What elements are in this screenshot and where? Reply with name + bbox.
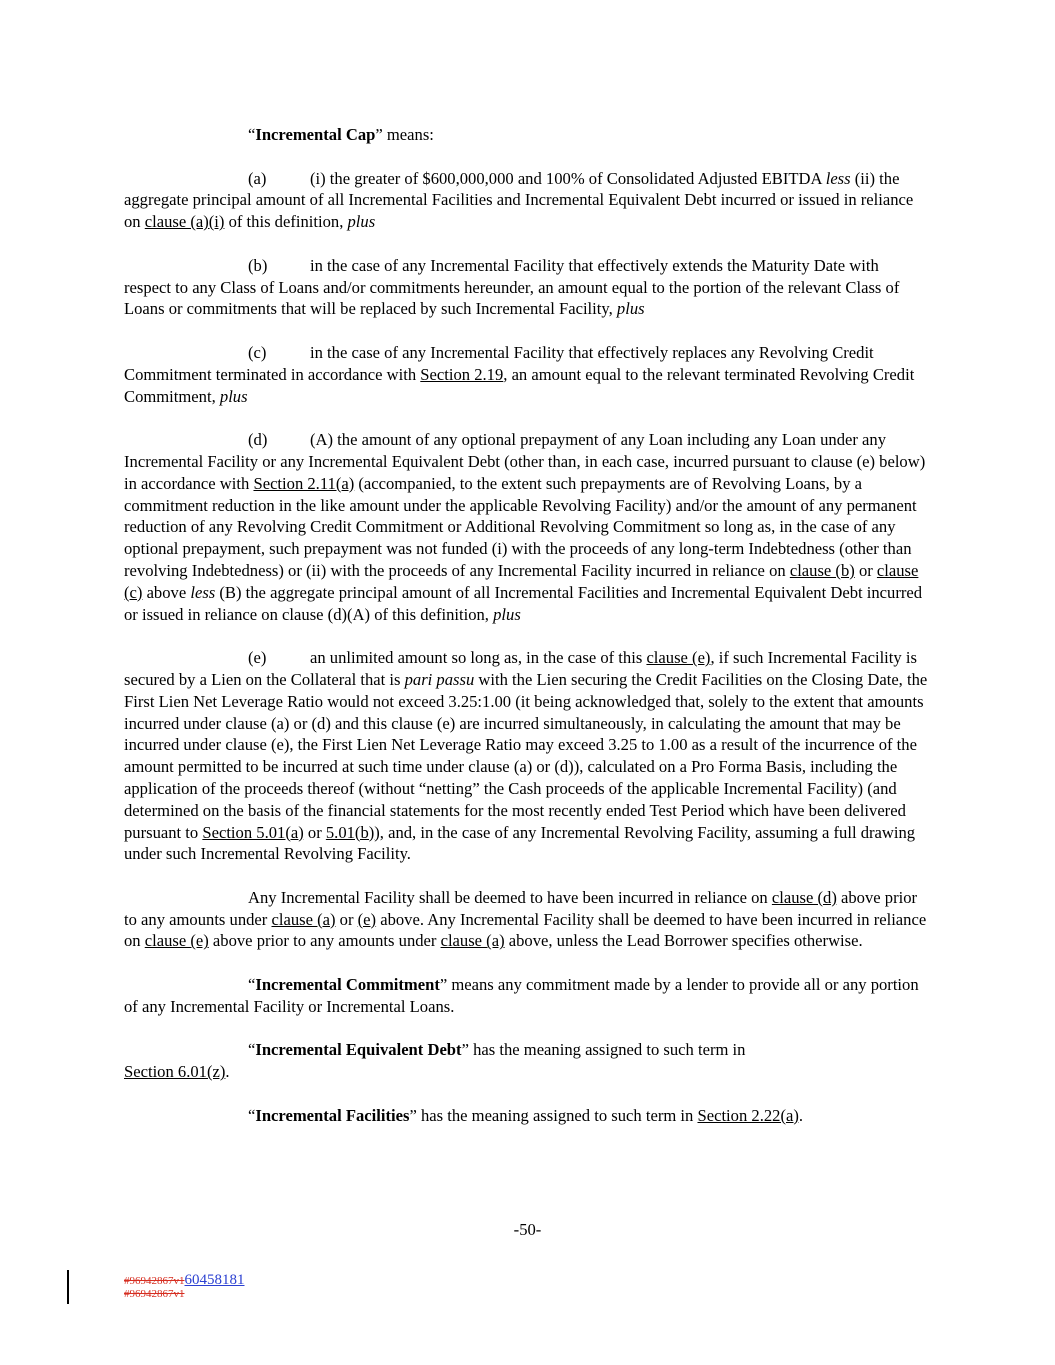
defined-term: Incremental Equivalent Debt [255, 1040, 462, 1060]
clause-e: (e) an unlimited amount so long as, in the case of this clause (e), if such Incremental Facility is secured by a Lien on the Collateral that is pari passu with the Lien securing the Credit Facilities on the Closing Date, the First Lien Net Leverage Ratio would not exceed 3.25:1.00 (it being acknowledged that, solely to the extent that amounts incurred under clause (a) or (d) and this clause (e) are incurred simultaneously, in calculating the amount that may be incurred under clause (e), the First Lien Net Leverage Ratio may exceed 3.25 to 1.00 as a result of the incurrence of the amount permitted to be incurred at such time under clause (a) or (d)), calculated on a Pro Forma Basis, including the application of the proceeds thereof (without “netting” the Cash proceeds of the applicable Incremental Facility) (and determined on the basis of the financial statements for the most recently ended Test Period which have been delivered pursuant to Section 5.01(a) or 5.01(b)), and, in the case of any Incremental Revolving Facility, assuming a full drawing under such Incremental Revolving Facility. [124, 648, 928, 864]
definition-incremental-cap: “Incremental Cap” means: [248, 125, 434, 144]
clause-b: (b) in the case of any Incremental Facility that effectively extends the Maturity Date with respect to any Class of Loans and/or commitments hereunder, an amount equal to the portion of the relevant Class of Loans or commitments that will be replaced by such Incremental Facility, plus [124, 255, 900, 319]
defined-term: Incremental Commitment [255, 975, 440, 995]
cross-reference: clause (d) [771, 887, 837, 907]
cross-reference: Section 6.01(z) [124, 1062, 226, 1082]
cross-reference: Section 5.01(a) [202, 822, 304, 842]
clause-label: (b) [248, 255, 268, 275]
cross-reference: clause (e) [646, 648, 711, 668]
cross-reference: clause (a)(i) [144, 212, 225, 232]
cross-reference: clause (a) [440, 931, 505, 951]
definition-incremental-commitment: “Incremental Commitment” means any commitment made by a lender to provide all or any portion of any Incremental Facility or Incremental Loans. [124, 975, 919, 1016]
reliance-paragraph: Any Incremental Facility shall be deemed to have been incurred in reliance on clause (d) above prior to any amounts under clause (a) or (e) above. Any Incremental Facility shall be deemed to have been incurred in reliance on clause (e) above prior to any amounts under clause (a) above, unless the Lead Borrower specifies otherwise. [124, 887, 927, 951]
defined-term: Incremental Facilities [255, 1105, 410, 1125]
cross-reference: clause (a) [271, 909, 336, 929]
clause-label: (d) [248, 430, 268, 450]
cross-reference: Section 2.22(a) [697, 1105, 799, 1125]
definition-incremental-equivalent-debt: “Incremental Equivalent Debt” has the meaning assigned to such term in Section 6.01(z). [124, 1040, 746, 1082]
revision-change-bar [67, 1270, 69, 1304]
inserted-doc-id: 60458181 [184, 1272, 245, 1288]
deleted-doc-id: #96942867v1 [124, 1288, 185, 1300]
cross-reference: Section 2.11(a) [253, 473, 355, 493]
cross-reference: Section 2.19 [420, 364, 504, 384]
definition-incremental-facilities: “Incremental Facilities” has the meaning assigned to such term in Section 2.22(a). [248, 1105, 804, 1125]
cross-reference: clause (e) [144, 931, 209, 951]
document-body [124, 124, 929, 1148]
clause-label: (c) [248, 342, 267, 362]
defined-term: Incremental Cap [255, 125, 376, 144]
clause-c: (c) in the case of any Incremental Facility that effectively replaces any Revolving Credit Commitment terminated in accordance with Section 2.19, an amount equal to the relevant terminated Revolving Credit Commitment, plus [124, 342, 915, 406]
clause-a: (a) (i) the greater of $600,000,000 and 100% of Consolidated Adjusted EBITDA less (ii) the aggregate principal amount of all Incremental Facilities and Incremental Equivalent Debt incurred or issued in reliance on clause (a)(i) of this definition, plus [124, 168, 914, 232]
cross-reference: (e) [357, 909, 377, 929]
document-id-footer [124, 1274, 245, 1301]
deleted-doc-id: #96942867v1 [124, 1275, 185, 1287]
page-number: -50- [513, 1220, 542, 1239]
cross-reference: 5.01(b) [325, 822, 375, 842]
clause-label: (e) [248, 648, 267, 668]
clause-d: (d) (A) the amount of any optional prepayment of any Loan including any Loan under any Incremental Facility or any Incremental Equivalent Debt (other than, in each case, incurred pursuant to clause (e) below) in accordance with Section 2.11(a) (accompanied, to the extent such prepayments are of Revolving Loans, by a commitment reduction in the like amount under the applicable Revolving Facility) and/or the amount of any permanent reduction of any Revolving Credit Commitment or Additional Revolving Commitment so long as, in the case of any optional prepayment, such prepayment was not funded (i) with the proceeds of any long-term Indebtedness (other than revolving Indebtedness) or (ii) with the proceeds of any Incremental Facility incurred in reliance on clause (b) or clause (c) above less (B) the aggregate principal amount of all Incremental Facilities and Incremental Equivalent Debt incurred or issued in reliance on clause (d)(A) of this definition, plus [124, 430, 926, 624]
cross-reference: clause (b) [789, 560, 855, 580]
cross-reference: clause (c) [124, 560, 919, 602]
clause-label: (a) [248, 168, 267, 188]
